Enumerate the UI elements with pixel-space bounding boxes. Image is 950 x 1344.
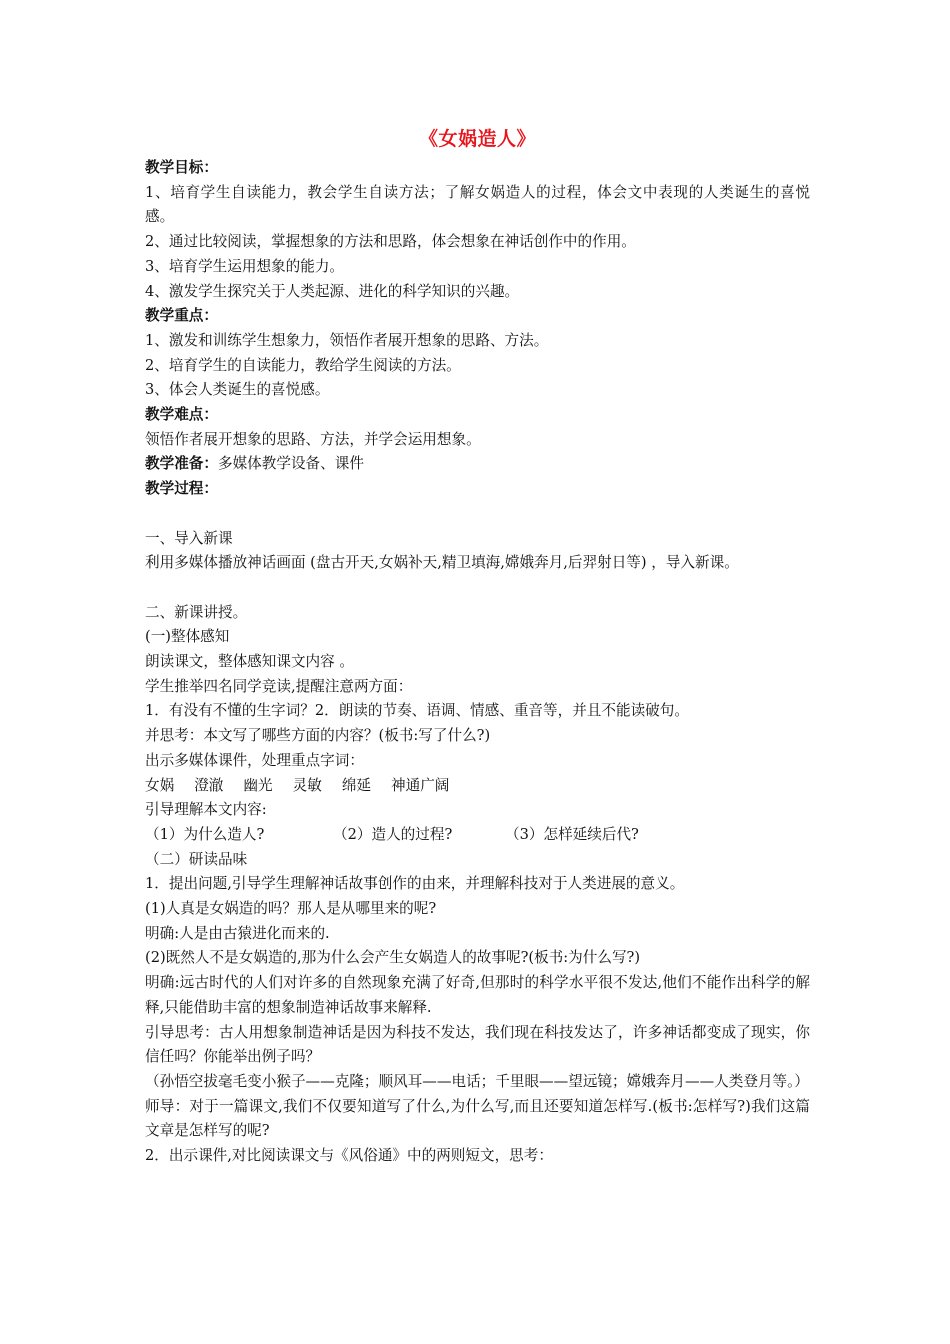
key-word: 幽光 [243,776,273,794]
paragraph: 并思考：本文写了哪些方面的内容？(板书:写了什么?) [145,727,491,745]
key-word: 澄澈 [194,776,224,794]
paragraph: 引导理解本文内容: [145,801,267,819]
paragraph: 朗读课文，整体感知课文内容 。 [145,653,354,671]
key-word: 神通广阔 [391,776,450,794]
question-item: （1）为什么造人? [145,825,265,843]
intro-heading: 一、导入新课 [145,529,233,547]
paragraph: 1．提出问题,引导学生理解神话故事创作的由来，并理解科技对于人类进展的意义。 [145,875,685,893]
paragraph: 明确:人是由古猿进化而来的. [145,924,330,942]
key-item: 1、激发和训练学生想象力，领悟作者展开想象的思路、方法。 [145,331,549,349]
paragraph: 引导思考：古人用想象制造神话是因为科技不发达，我们现在科技发达了，许多神话都变成了现实，你信任吗？你能举出例子吗？ [145,1023,810,1066]
new-lesson-heading: 二、新课讲授。 [145,603,248,621]
document-title: 《女娲造人》 [418,128,536,150]
question-item: （3）怎样延续后代? [505,825,639,843]
key-heading: 教学重点： [145,307,218,325]
intro-text: 利用多媒体播放神话画面 (盘古开天,女娲补天,精卫填海,嫦娥奔月,后羿射日等) ，导入新课。 [145,554,739,572]
paragraph: 1．有没有不懂的生字词？2．朗读的节奏、语调、情感、重音等，并且不能读破句。 [145,702,689,720]
difficulty-text: 领悟作者展开想象的思路、方法，并学会运用想象。 [145,430,481,448]
subsection-heading: (一)整体感知 [145,628,230,646]
goal-item: 2、通过比较阅读，掌握想象的方法和思路，体会想象在神话创作中的作用。 [145,233,636,251]
question-item: （2）造人的过程? [333,825,453,843]
prep-line [145,452,810,477]
document-page [145,122,810,1169]
goal-item: 1、培育学生自读能力，教会学生自读方法；了解女娲造人的过程，体会文中表现的人类诞生的喜悦感。 [145,183,810,226]
goal-item: 3、培育学生运用想象的能力。 [145,257,345,275]
goal-item: 4、激发学生探究关于人类起源、进化的科学知识的兴趣。 [145,282,520,300]
key-word: 绵延 [341,776,372,794]
key-item: 3、体会人类诞生的喜悦感。 [145,381,330,399]
goals-heading: 教学目标： [145,159,218,176]
paragraph: （孙悟空拔毫毛变小猴子——克隆；顺风耳——电话；千里眼——望远镜；嫦娥奔月——人类登月等。） [145,1072,810,1090]
paragraph: (2)既然人不是女娲造的,那为什么会产生女娲造人的故事呢?(板书:为什么写?) [145,949,641,967]
paragraph: 师导：对于一篇课文,我们不仅要知道写了什么,为什么写,而且还要知道怎样写.(板书:怎样写?)我们这篇文章是怎样写的呢? [145,1097,810,1140]
paragraph: 明确:远古时代的人们对许多的自然现象充满了好奇,但那时的科学水平很不发达,他们不能作出科学的解释,只能借助丰富的想象制造神话故事来解释. [145,974,810,1016]
paragraph: 2．出示课件,对比阅读课文与《风俗通》中的两则短文，思考： [145,1147,553,1165]
key-item: 2、培育学生的自读能力，教给学生阅读的方法。 [145,356,461,374]
questions-row [145,823,810,848]
blank-line [145,576,810,601]
prep-heading: 教学准备： [145,455,218,473]
key-word: 女娲 [145,776,175,794]
paragraph: 学生推举四名同学竞读,提醒注意两方面： [145,677,413,695]
subsection-heading: （二）研读品味 [145,850,248,868]
paragraph: 出示多媒体课件，处理重点字词： [145,751,364,769]
paragraph: (1)人真是女娲造的吗？那人是从哪里来的呢? [145,900,437,918]
difficulty-heading: 教学难点： [145,406,218,424]
process-heading: 教学过程： [145,480,218,498]
key-word: 灵敏 [292,776,322,794]
prep-text: 多媒体教学设备、课件 [217,455,364,473]
blank-line [145,502,810,527]
key-words-row [145,774,810,799]
